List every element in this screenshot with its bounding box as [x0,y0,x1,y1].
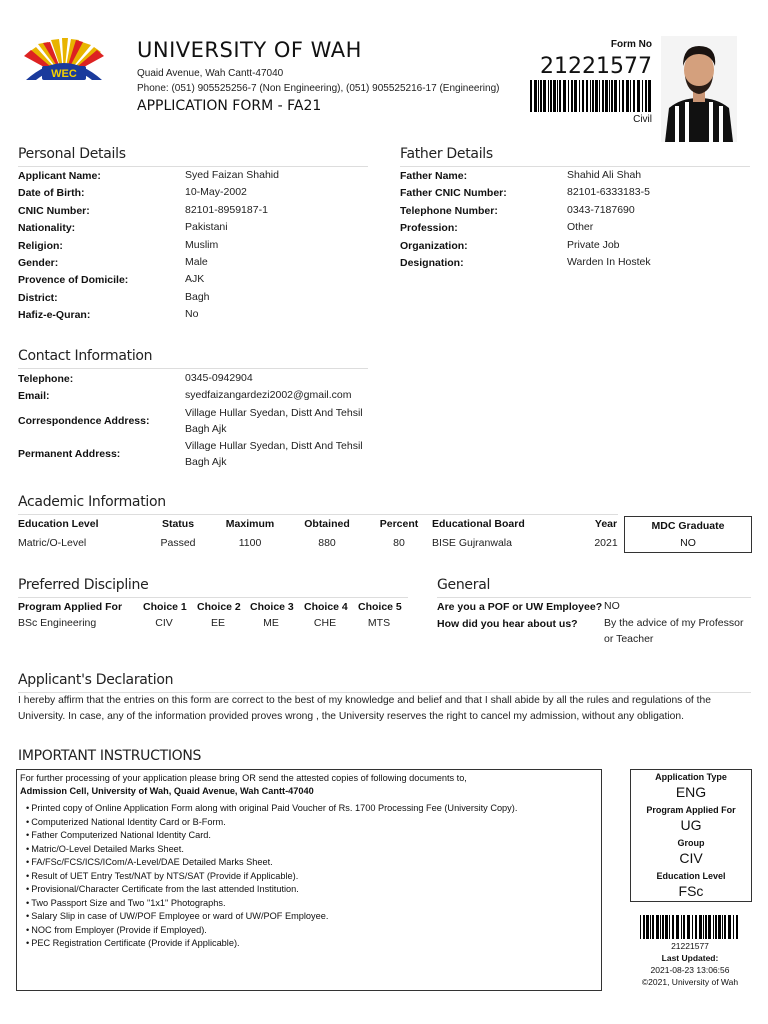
instruction-item [26,844,184,854]
father-field-label: Profession: [400,222,458,235]
instruction-text: PEC Registration Certificate (Provide if Applicable). [31,938,240,948]
barcode-bar [722,915,723,939]
bullet-icon: • [26,897,30,908]
barcode-bar [683,915,685,939]
barcode-bar [609,80,610,112]
bullet-icon: • [26,830,30,840]
instruction-text: Matric/O-Level Detailed Marks Sheet. [31,843,184,854]
barcode-bar [540,80,542,112]
correspondence-address-label: Correspondence Address: [18,415,150,427]
email-value: syedfaizangardezi2002@gmail.com [185,389,352,401]
father-field-label: Organization: [400,239,468,252]
general-divider [437,597,751,598]
barcode-bar [656,915,659,939]
barcode-bar [611,80,613,112]
father-field-value: Private Job [567,238,620,251]
bullet-icon: • [26,924,30,935]
father-field-value: 0343-7187690 [567,203,635,216]
instructions-intro: For further processing of your application please bring OR send the attested copies of following documents to, [20,773,467,783]
barcode-bar [553,80,556,112]
barcode-bar [534,80,537,112]
instruction-item [26,898,226,908]
last-updated-label: Last Updated: [661,953,719,963]
father-field-label: Telephone Number: [400,204,498,217]
col-choice-4: Choice 4 [304,601,348,613]
telephone-value: 0345-0942904 [185,372,253,384]
personal-field-value: Muslim [185,238,219,251]
barcode-bar [637,80,640,112]
father-field-value: Other [567,221,594,234]
bullet-icon: • [26,911,30,921]
barcode-bar [695,915,697,939]
instruction-text: Provisional/Character Certificate from the last attended Institution. [31,884,299,894]
contact-info-title: Contact Information [18,348,153,364]
instruction-text: Salary Slip in case of UW/POF Employee or ward of UW/POF Employee. [31,911,329,921]
barcode-bar [703,915,704,939]
barcode-bar [728,915,731,939]
barcode-bar [645,80,647,112]
barcode-bar [699,915,702,939]
instruction-item [26,857,273,867]
barcode-bar [619,80,620,112]
father-details-title: Father Details [400,146,493,162]
academic-percent: 80 [393,537,405,549]
correspondence-address-line2: Bagh Ajk [185,423,227,435]
permanent-address-label: Permanent Address: [18,448,121,460]
barcode-bar [642,80,643,112]
personal-details-title: Personal Details [18,146,126,162]
col-choice-5: Choice 5 [358,601,402,613]
col-status: Status [161,518,195,530]
choice-1-value: CIV [155,617,173,629]
barcode-bar [640,915,641,939]
instruction-text: Father Computerized National Identity Card. [31,830,211,840]
col-program-applied: Program Applied For [18,601,123,613]
bullet-icon: • [26,884,30,894]
declaration-line-1: I hereby affirm that the entries on this form are correct to the best of my knowledge and belief and that I shall abide by all the rules and regulations of the [18,695,711,706]
col-percent: Percent [379,518,419,530]
barcode-bar [630,80,631,112]
instruction-item [26,938,240,948]
last-updated-value: 2021-08-23 13:06:56 [650,965,730,975]
barcode-bar [652,915,654,939]
discipline-tag: Civil [633,114,652,125]
logo-text: WEC [51,68,77,80]
personal-field-label: CNIC Number: [18,204,90,217]
group-value: CIV [679,850,703,866]
instruction-item [26,817,226,827]
barcode-bar [568,80,569,112]
instruction-text: FA/FSc/FCS/ICS/ICom/A-Level/DAE Detailed Marks Sheet. [31,857,273,867]
bullet-icon: • [26,803,30,813]
choice-3-value: ME [263,617,279,629]
barcode-bar [586,80,589,112]
instructions-address: Admission Cell, University of Wah, Quaid Avenue, Wah Cantt-47040 [20,786,314,796]
barcode-bar [713,915,714,939]
col-maximum: Maximum [225,518,275,530]
instruction-text: Result of UET Entry Test/NAT by NTS/SAT (Provide if Applicable). [31,870,299,881]
barcode-bar [650,915,651,939]
instruction-text: Printed copy of Online Application Form along with original Paid Voucher of Rs. 1700 Processing Fee (University Copy). [31,803,518,813]
correspondence-address-line1: Village Hullar Syedan, Distt And Tehsil [185,407,363,419]
father-field-value: Shahid Ali Shah [567,169,642,181]
barcode-bar [590,80,591,112]
barcode-bar [718,915,721,939]
instruction-item [26,925,207,935]
mdc-graduate-value: NO [680,537,696,549]
barcode-bar [708,915,711,939]
copyright-text: ©2021, University of Wah [641,977,739,987]
barcode-bar [681,915,682,939]
program-applied-value: BSc Engineering [18,617,97,629]
barcode-bar [648,80,651,112]
col-education-level: Education Level [18,518,99,530]
barcode-bar [665,915,668,939]
declaration-title: Applicant's Declaration [18,672,174,688]
col-obtained: Obtained [304,518,350,530]
barcode-bar [672,915,674,939]
hear-about-answer-line1: By the advice of my Professor [604,617,744,629]
col-year: Year [594,518,618,530]
instruction-item [26,911,328,921]
barcode-bar [614,80,617,112]
father-field-label: Designation: [400,257,464,269]
instruction-item [26,884,299,894]
barcode-bar [538,80,539,112]
email-label: Email: [18,390,50,402]
choice-5-value: MTS [367,617,391,629]
applicant-photo [661,36,737,142]
academic-board: BISE Gujranwala [432,537,512,549]
instructions-title: IMPORTANT INSTRUCTIONS [18,748,202,764]
program-applied-label: Program Applied For [646,805,736,815]
application-type-value: ENG [675,784,707,800]
personal-field-value: Syed Faizan Shahid [185,169,279,181]
academic-divider [18,514,618,515]
col-educational-board: Educational Board [432,518,525,530]
barcode-bar [582,80,584,112]
program-applied-summary: UG [680,817,702,833]
barcode-bar [715,915,717,939]
father-field-value: 82101-6333183-5 [567,186,650,199]
barcode-bar [574,80,577,112]
academic-status: Passed [160,537,196,549]
instruction-item [26,803,517,813]
instruction-text: Two Passport Size and Two "1x1" Photographs. [31,897,226,908]
barcode-bar [660,915,661,939]
barcode-bar [559,80,561,112]
telephone-label: Telephone: [18,373,74,385]
footer-barcode [640,915,740,939]
footer-barcode-number: 21221577 [671,941,709,951]
personal-field-label: Nationality: [18,222,76,235]
father-field-value: Warden In Hostek [567,256,651,268]
barcode-bar [543,80,546,112]
permanent-address-line1: Village Hullar Syedan, Distt And Tehsil [185,440,363,452]
personal-field-label: Date of Birth: [18,187,85,200]
education-level-label: Education Level [656,871,726,881]
instruction-text: Computerized National Identity Card or B-Form. [31,816,226,827]
group-label: Group [677,838,705,848]
declaration-line-2: University. In case, any of the information provided proves wrong , the University reserves the right to cancel my admission, without any obligation. [18,711,684,722]
education-level-value: FSc [678,883,704,899]
personal-field-label: Gender: [18,257,59,269]
preferred-discipline-title: Preferred Discipline [18,577,149,593]
bullet-icon: • [26,870,30,881]
barcode-bar [550,80,552,112]
personal-field-value: 82101-8959187-1 [185,203,268,216]
personal-field-value: Pakistani [185,221,228,234]
barcode-bar [548,80,549,112]
personal-field-label: District: [18,291,58,304]
academic-maximum: 1100 [238,537,262,549]
personal-field-value: No [185,308,199,321]
barcode-bar [669,915,670,939]
barcode-bar [705,915,707,939]
university-phone: Phone: (051) 905525256-7 (Non Engineering), (051) 905525216-17 (Engineering) [137,83,500,94]
barcode-bar [530,80,532,112]
barcode-bar [605,80,608,112]
discipline-divider [18,597,408,598]
academic-education-level: Matric/O-Level [18,537,87,549]
general-title: General [437,577,491,593]
form-no-value: 21221577 [540,54,652,79]
barcode-bar [643,915,645,939]
barcode-bar [633,80,635,112]
instruction-item [26,830,211,840]
bullet-icon: • [26,857,30,867]
bullet-icon: • [26,843,30,854]
personal-field-label: Applicant Name: [18,170,101,182]
academic-obtained: 880 [318,537,336,549]
declaration-divider [18,692,751,693]
barcode-bar [687,915,690,939]
barcode-bar [571,80,573,112]
choice-2-value: EE [210,617,225,629]
barcode-bar [626,80,629,112]
father-field-label: Father Name: [400,170,468,182]
form-no-label: Form No [610,39,652,50]
bullet-icon: • [26,938,30,948]
university-address: Quaid Avenue, Wah Cantt-47040 [137,68,284,79]
barcode-bar [579,80,580,112]
personal-field-value: Bagh [185,290,210,303]
col-choice-1: Choice 1 [143,601,187,613]
barcode-bar [676,915,679,939]
personal-field-label: Provence of Domicile: [18,274,129,287]
barcode-bar [622,80,624,112]
personal-field-value: 10-May-2002 [185,186,247,199]
personal-field-value: AJK [185,273,205,286]
form-barcode [530,80,652,112]
mdc-graduate-label: MDC Graduate [651,520,725,532]
application-type-label: Application Type [655,772,727,782]
personal-field-label: Hafiz-e-Quran: [18,309,91,322]
mdc-graduate-box [624,516,752,553]
barcode-bar [599,80,600,112]
instruction-text: NOC from Employer (Provide if Employed). [31,924,207,935]
hear-about-question: How did you hear about us? [437,618,578,630]
barcode-bar [662,915,664,939]
barcode-bar [592,80,594,112]
bullet-icon: • [26,816,30,827]
barcode-bar [692,915,693,939]
personal-field-label: Religion: [18,239,63,252]
pof-employee-answer: NO [604,600,620,612]
university-name: UNIVERSITY OF WAH [137,38,362,62]
barcode-bar [602,80,604,112]
barcode-bar [736,915,738,939]
father-field-label: Father CNIC Number: [400,187,507,200]
barcode-bar [557,80,558,112]
barcode-bar [563,80,566,112]
choice-4-value: CHE [313,617,337,629]
barcode-bar [724,915,726,939]
barcode-bar [646,915,649,939]
instruction-item [26,871,298,881]
father-divider [400,166,750,167]
barcode-bar [733,915,734,939]
permanent-address-line2: Bagh Ajk [185,456,227,468]
personal-divider [18,166,368,167]
contact-divider [18,368,368,369]
personal-field-value: Male [185,256,208,268]
academic-year: 2021 [594,537,618,549]
col-choice-3: Choice 3 [250,601,294,613]
pof-employee-question: Are you a POF or UW Employee? [437,601,603,613]
col-choice-2: Choice 2 [197,601,241,613]
barcode-bar [595,80,598,112]
hear-about-answer-line2: or Teacher [604,633,654,645]
form-title: APPLICATION FORM - FA21 [137,98,322,114]
academic-info-title: Academic Information [18,494,166,510]
university-logo [18,38,110,86]
